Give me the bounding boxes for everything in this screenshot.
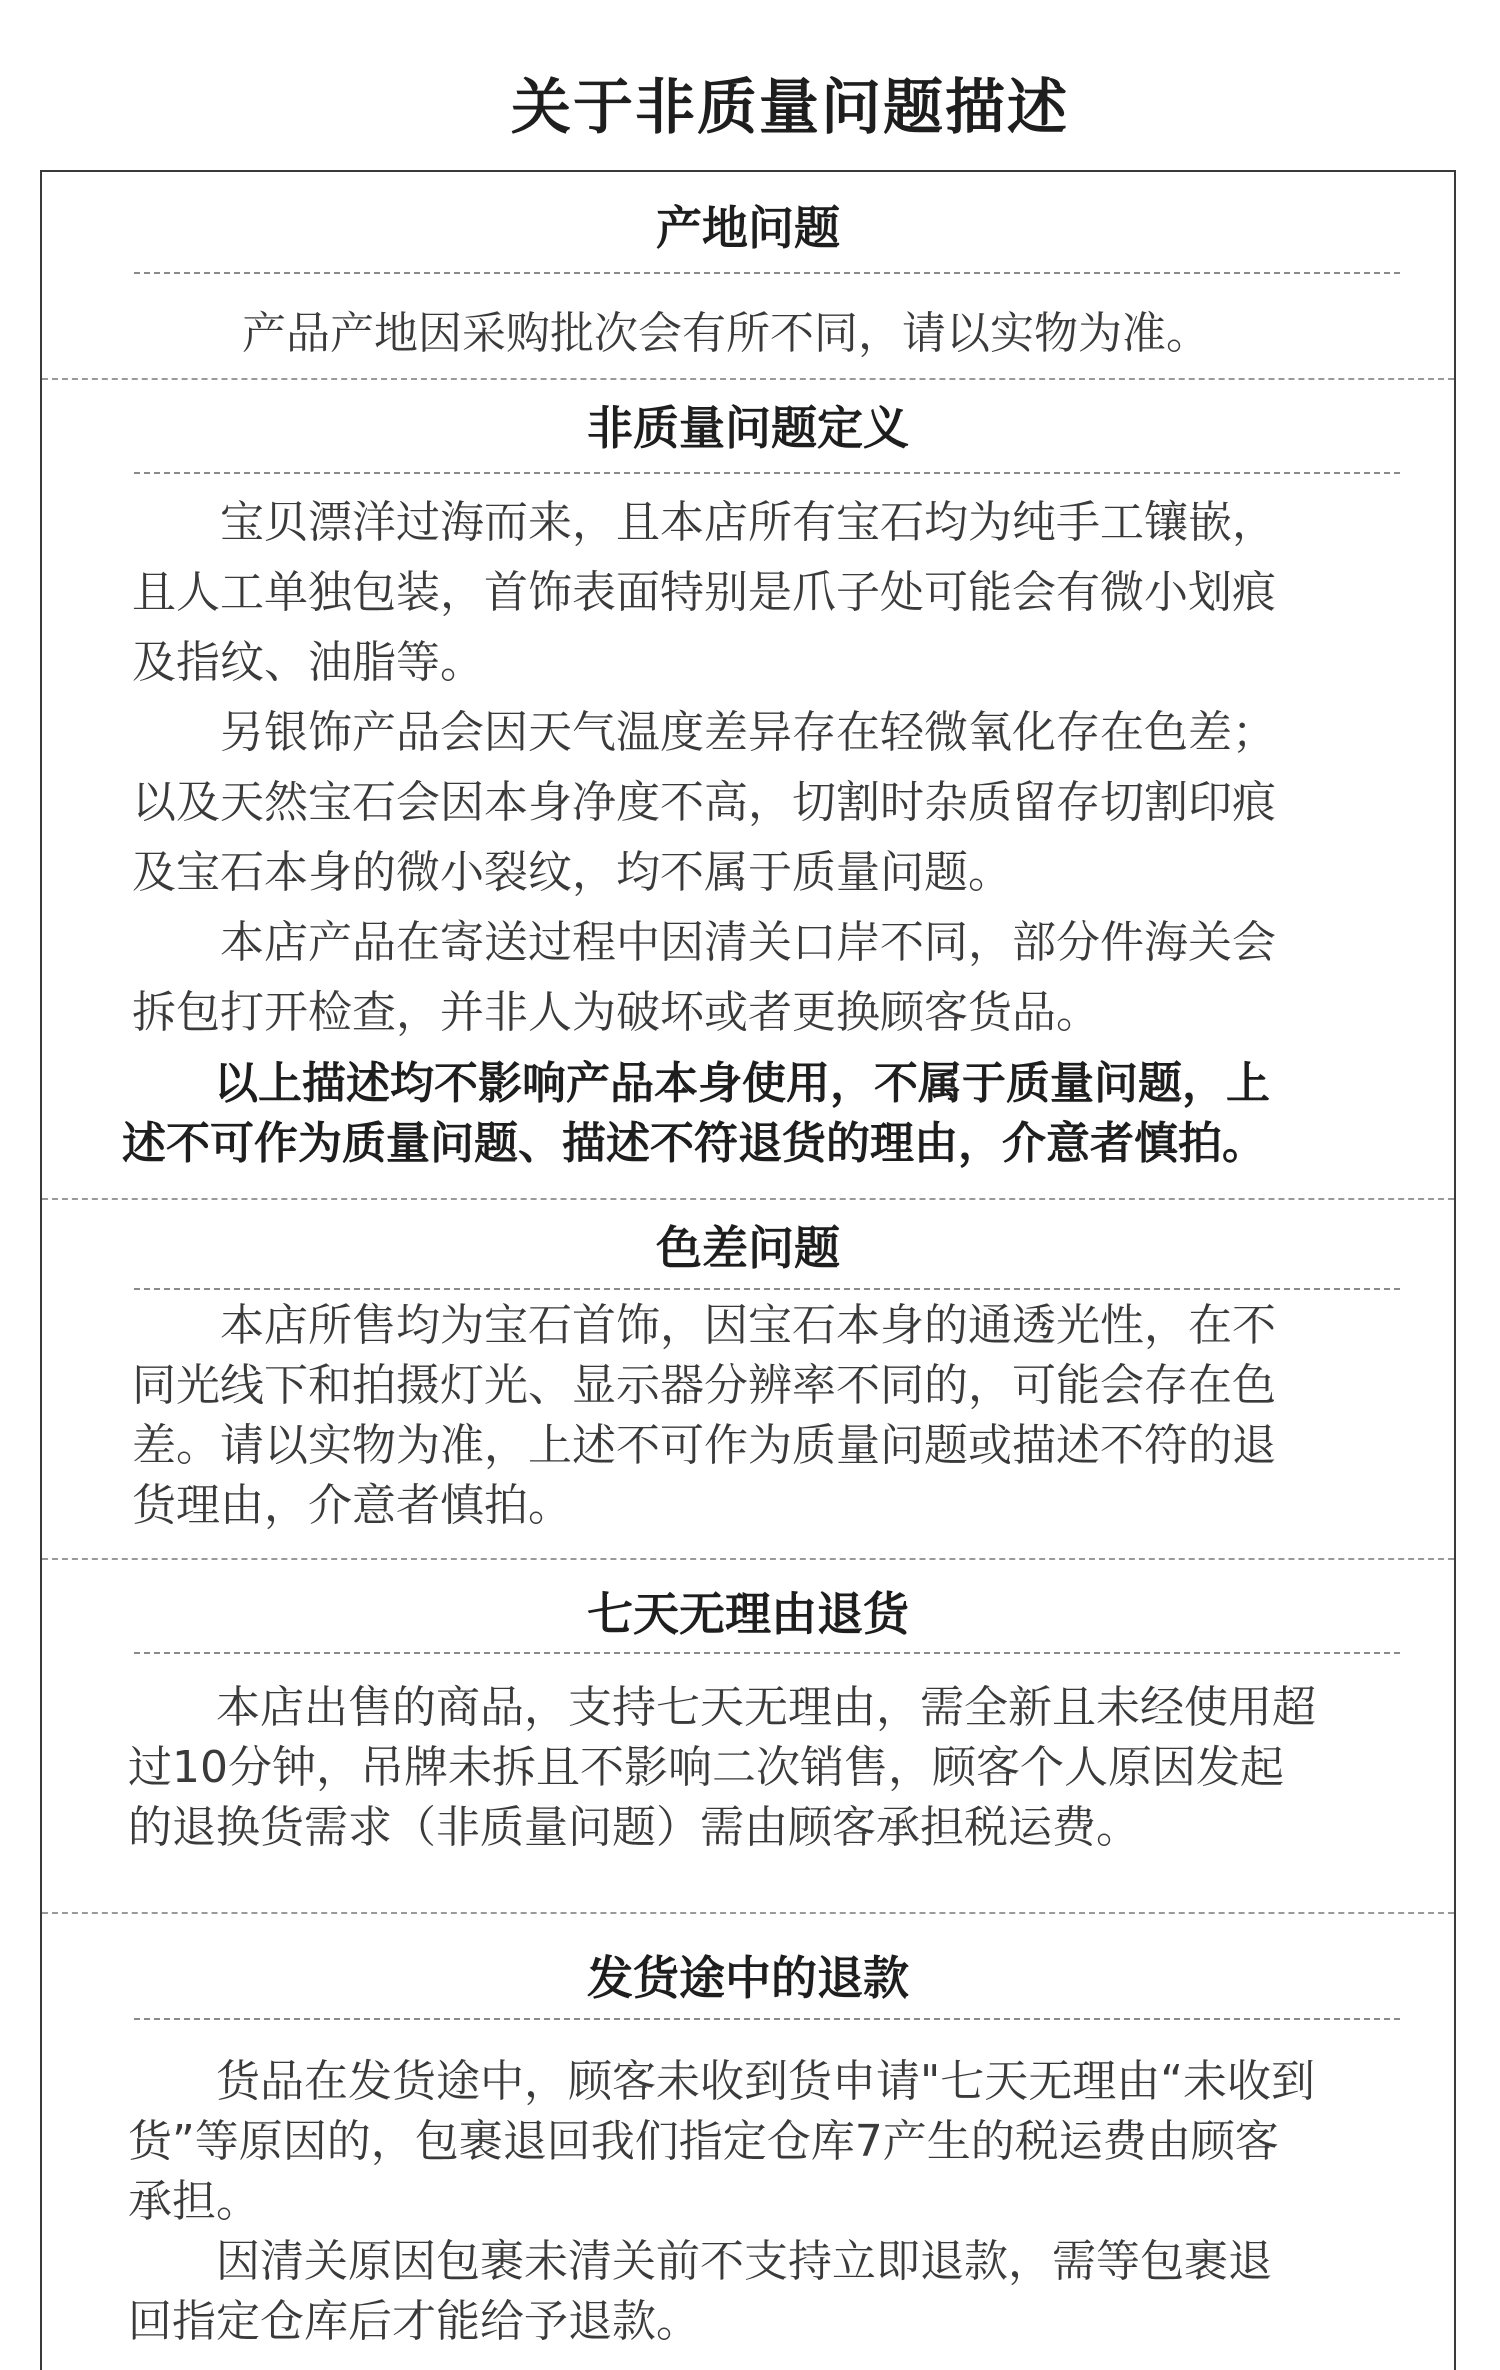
- paragraph-line: 及指纹、油脂等。: [132, 637, 484, 688]
- paragraph-line: 产品产地因采购批次会有所不同，请以实物为准。: [242, 308, 1210, 359]
- paragraph-definition-2: [132, 698, 1276, 908]
- paragraph-line: 过10分钟，吊牌未拆且不影响二次销售，顾客个人原因发起: [128, 1742, 1284, 1793]
- paragraph-line: 述不可作为质量问题、描述不符退货的理由，介意者慎拍。: [122, 1118, 1266, 1169]
- paragraph-line: 差。请以实物为准，上述不可作为质量问题或描述不符的退: [132, 1420, 1276, 1471]
- paragraph-definition-3: [132, 908, 1276, 1048]
- paragraph-color: [132, 1296, 1276, 1536]
- section-title-seven-day-return: 七天无理由退货: [587, 1587, 909, 1641]
- section-divider: [42, 1912, 1454, 1914]
- section-title-origin: 产地问题: [656, 201, 840, 255]
- title-rule: [134, 2018, 1400, 2020]
- paragraph-line: 以上描述均不影响产品本身使用，不属于质量问题，上: [214, 1058, 1270, 1109]
- title-rule: [134, 1652, 1400, 1654]
- title-rule: [134, 1288, 1400, 1290]
- paragraph-line: 且人工单独包装，首饰表面特别是爪子处可能会有微小划痕: [132, 567, 1276, 618]
- title-rule: [134, 272, 1400, 274]
- paragraph-line: 的退换货需求（非质量问题）需由顾客承担税运费。: [128, 1802, 1140, 1853]
- paragraph-line: 货”等原因的，包裹退回我们指定仓库7产生的税运费由顾客: [128, 2116, 1279, 2167]
- paragraph-transit-refund-2: [128, 2232, 1272, 2352]
- paragraph-line: 同光线下和拍摄灯光、显示器分辨率不同的，可能会存在色: [132, 1360, 1276, 1411]
- section-title-definition: 非质量问题定义: [587, 401, 909, 455]
- paragraph-line: 以及天然宝石会因本身净度不高，切割时杂质留存切割印痕: [132, 777, 1276, 828]
- section-title-transit-refund: 发货途中的退款: [587, 1951, 909, 2005]
- paragraph-definition-emphasis: [122, 1054, 1270, 1174]
- paragraph-line: 本店所售均为宝石首饰，因宝石本身的通透光性，在不: [220, 1300, 1276, 1351]
- section-title-color: 色差问题: [656, 1221, 840, 1275]
- paragraph-line: 及宝石本身的微小裂纹，均不属于质量问题。: [132, 847, 1012, 898]
- section-divider: [42, 1558, 1454, 1560]
- paragraph-line: 本店出售的商品，支持七天无理由，需全新且未经使用超: [216, 1682, 1316, 1733]
- paragraph-transit-refund-1: [128, 2052, 1315, 2232]
- paragraph-line: 因清关原因包裹未清关前不支持立即退款，需等包裹退: [216, 2236, 1272, 2287]
- paragraph-line: 拆包打开检查，并非人为破坏或者更换顾客货品。: [132, 987, 1100, 1038]
- policy-frame: [40, 170, 1456, 2370]
- paragraph-line: 本店产品在寄送过程中因清关口岸不同，部分件海关会: [220, 917, 1276, 968]
- paragraph-line: 另银饰产品会因天气温度差异存在轻微氧化存在色差；: [220, 707, 1276, 758]
- paragraph-line: 货品在发货途中，顾客未收到货申请"七天无理由“未收到: [216, 2056, 1316, 2107]
- paragraph-definition-1: [132, 488, 1276, 698]
- paragraph-line: 回指定仓库后才能给予退款。: [128, 2296, 700, 2347]
- page-title: 关于非质量问题描述: [511, 73, 1069, 143]
- title-rule: [134, 472, 1400, 474]
- paragraph-line: 承担。: [128, 2176, 260, 2227]
- section-divider: [42, 1198, 1454, 1200]
- paragraph-line: 货理由，介意者慎拍。: [132, 1480, 572, 1531]
- paragraph-origin: [242, 292, 1210, 376]
- section-divider: [42, 378, 1454, 380]
- paragraph-seven-day-return: [128, 1678, 1316, 1858]
- paragraph-line: 宝贝漂洋过海而来，且本店所有宝石均为纯手工镶嵌，: [220, 497, 1276, 548]
